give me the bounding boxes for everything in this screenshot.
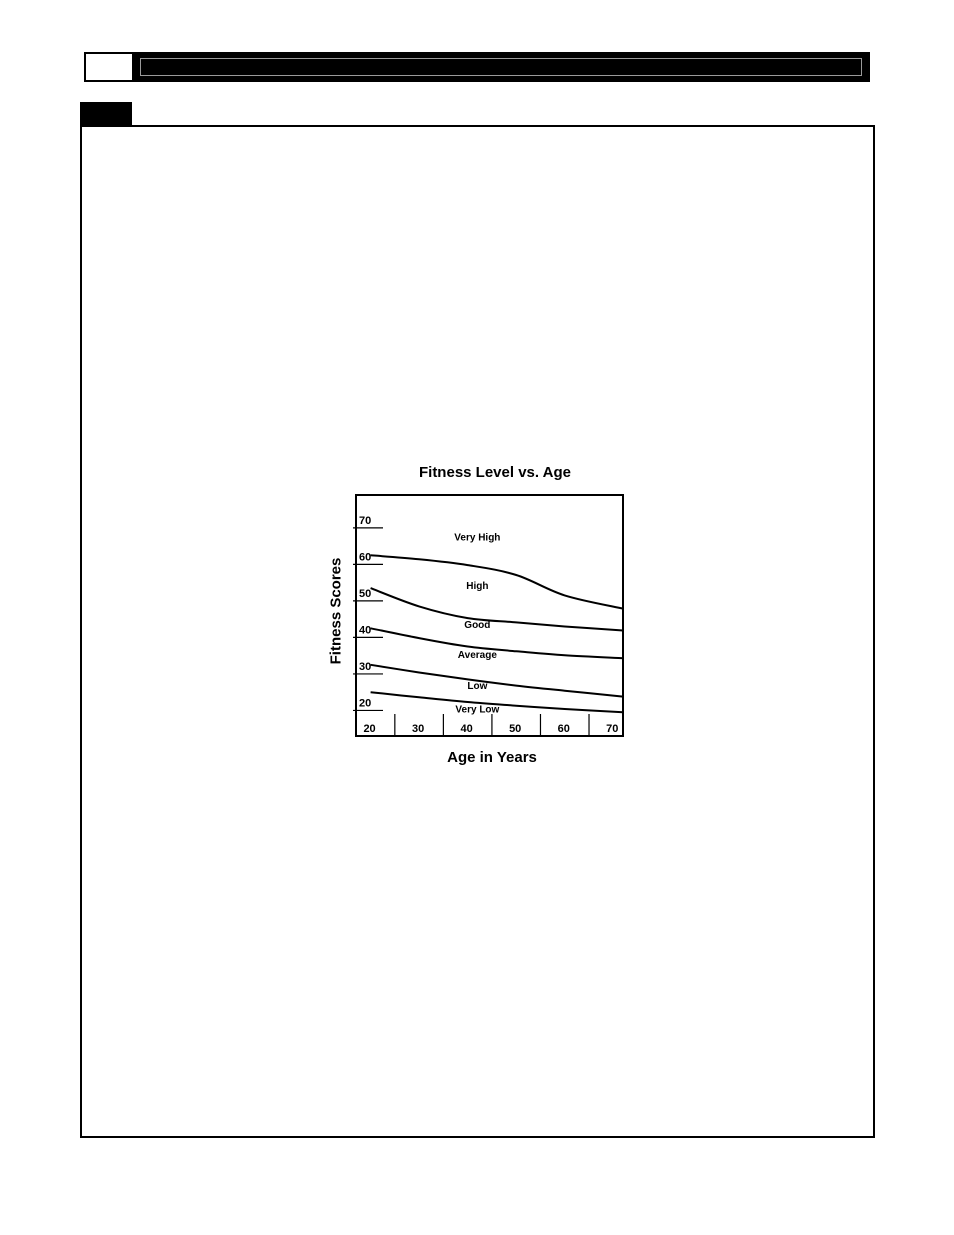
fitness-chart	[350, 490, 630, 745]
header-bar	[132, 52, 870, 82]
y-axis-label-text: Fitness Scores	[327, 557, 345, 665]
zone-label-good: Good	[464, 619, 491, 631]
section-tab-divider	[130, 102, 132, 126]
y-tick-label-60: 60	[359, 551, 372, 564]
zone-label-high: High	[466, 581, 489, 593]
zone-label-low: Low	[467, 680, 488, 692]
x-axis-label: Age in Years	[447, 749, 537, 766]
y-tick-label-50: 50	[359, 587, 372, 600]
chart-title: Fitness Level vs. Age	[418, 464, 571, 481]
zone-label-very-low: Very Low	[455, 704, 500, 716]
x-tick-label-30: 30	[411, 723, 425, 735]
x-tick-label-50: 50	[509, 723, 522, 735]
plot-frame	[356, 495, 623, 736]
y-tick-label-20: 20	[359, 697, 372, 710]
page-number-box	[84, 52, 134, 82]
y-tick-label-70: 70	[359, 514, 372, 527]
header-bar-inset	[140, 58, 862, 76]
zone-label-very-high: Very High	[454, 532, 501, 544]
x-tick-label-60: 60	[557, 723, 570, 735]
x-tick-label-20: 20	[363, 723, 376, 735]
y-tick-label-30: 30	[359, 660, 372, 673]
y-tick-label-40: 40	[359, 624, 372, 637]
x-tick-label-40: 40	[460, 723, 473, 735]
x-tick-label-70: 70	[606, 723, 619, 735]
zone-label-average: Average	[457, 649, 497, 661]
